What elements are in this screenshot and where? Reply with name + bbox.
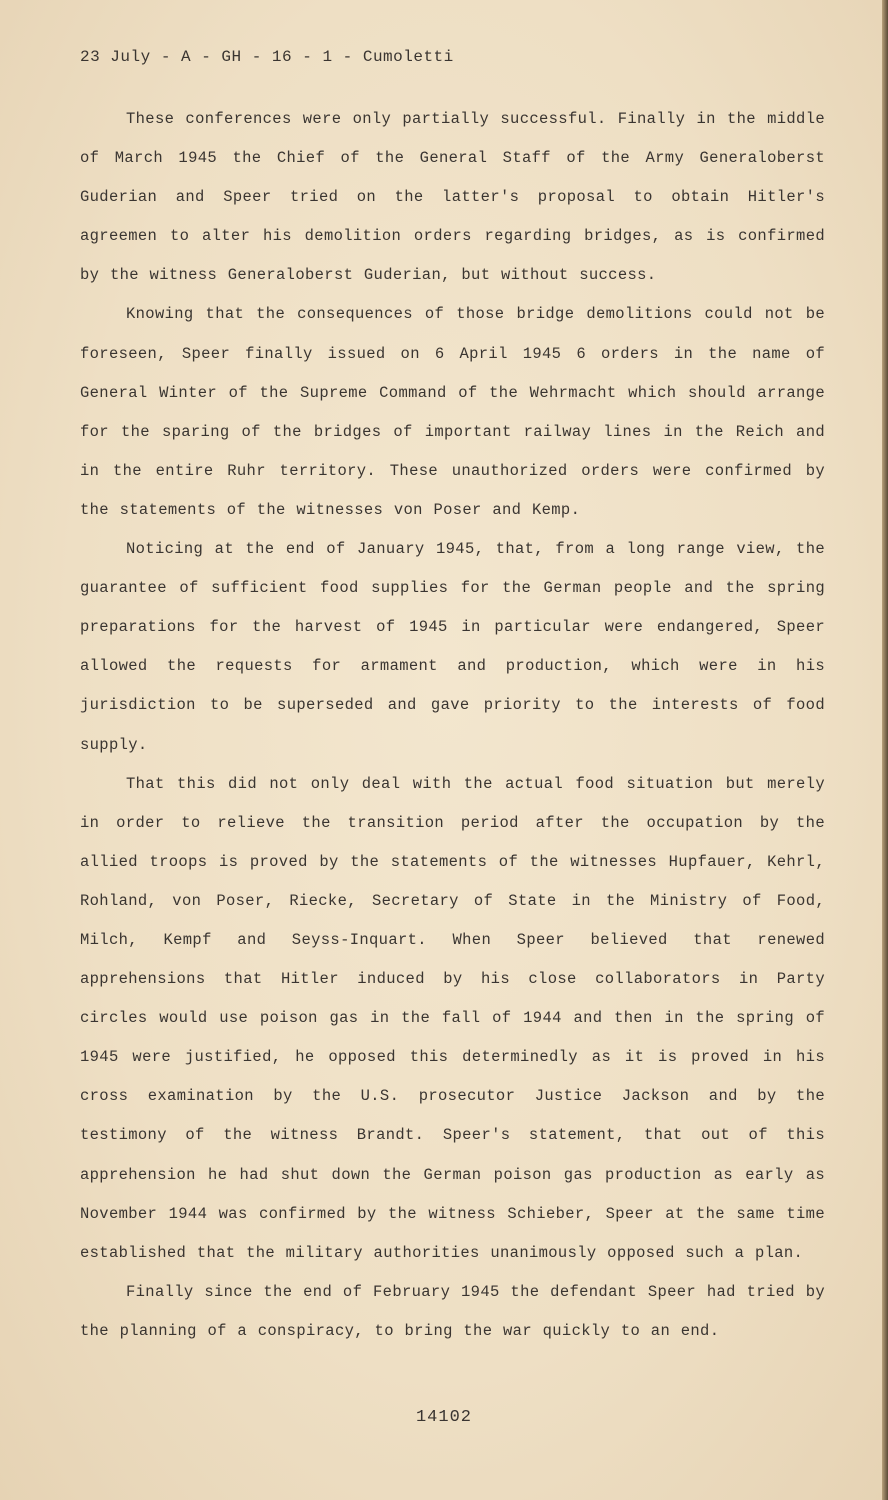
document-body: [80, 100, 825, 1351]
paragraph-conspiracy: Finally since the end of February 1945 the defendant Speer had tried by the planning of a conspiracy, to bring the war quickly to an end.: [80, 1282, 825, 1340]
page-edge-shadow: [882, 0, 888, 1500]
paragraph-poison-gas: That this did not only deal with the actual food situation but merely in order to relieve the transition period after the occupation by the allied troops is proved by the statements of the witnesses Hupfauer, Kehrl, Rohland, von Poser, Riecke, Secretary of State in the Ministry of Food, Milch, Kempf and Seyss-Inquart. When Speer believed that renewed apprehensions that Hitler induced by his close collaborators in Party circles would use poison gas in the fall of 1944 and then in the spring of 1945 were justified, he opposed this determinedly as it is proved in his cross examination by the U.S. prosecutor Justice Jackson and by the testimony of the witness Brandt. Speer's statement, that out of this apprehension he had shut down the German poison gas production as early as November 1944 was confirmed by the witness Schieber, Speer at the same time established that the military authorities unanimously opposed such a plan.: [80, 774, 825, 1262]
paragraph-food-supplies: Noticing at the end of January 1945, that, from a long range view, the guarantee of sufficient food supplies for the German people and the spring preparations for the harvest of 1945 in particular were endangered, Speer allowed the requests for armament and production, which were in his jurisdiction to be superseded and gave priority to the interests of food supply.: [80, 540, 825, 754]
paragraph-conferences: These conferences were only partially successful. Finally in the middle of March 1945 the Chief of the General Staff of the Army Generaloberst Guderian and Speer tried on the latter's proposal to obtain Hitler's agreemen to alter his demolition orders regarding bridges, as is confirmed by the witness Generaloberst Guderian, but without success.: [80, 110, 825, 285]
paragraph-bridge-demolitions: Knowing that the consequences of those bridge demolitions could not be foreseen, Speer finally issued on 6 April 1945 6 orders in the name of General Winter of the Supreme Command of the Wehrmacht which should arrange for the sparing of the bridges of important railway lines in the Reich and in the entire Ruhr territory. These unauthorized orders were confirmed by the statements of the witnesses von Poser and Kemp.: [80, 305, 825, 519]
document-header: 23 July - A - GH - 16 - 1 - Cumoletti: [80, 48, 454, 66]
page-number: 14102: [415, 1408, 472, 1427]
